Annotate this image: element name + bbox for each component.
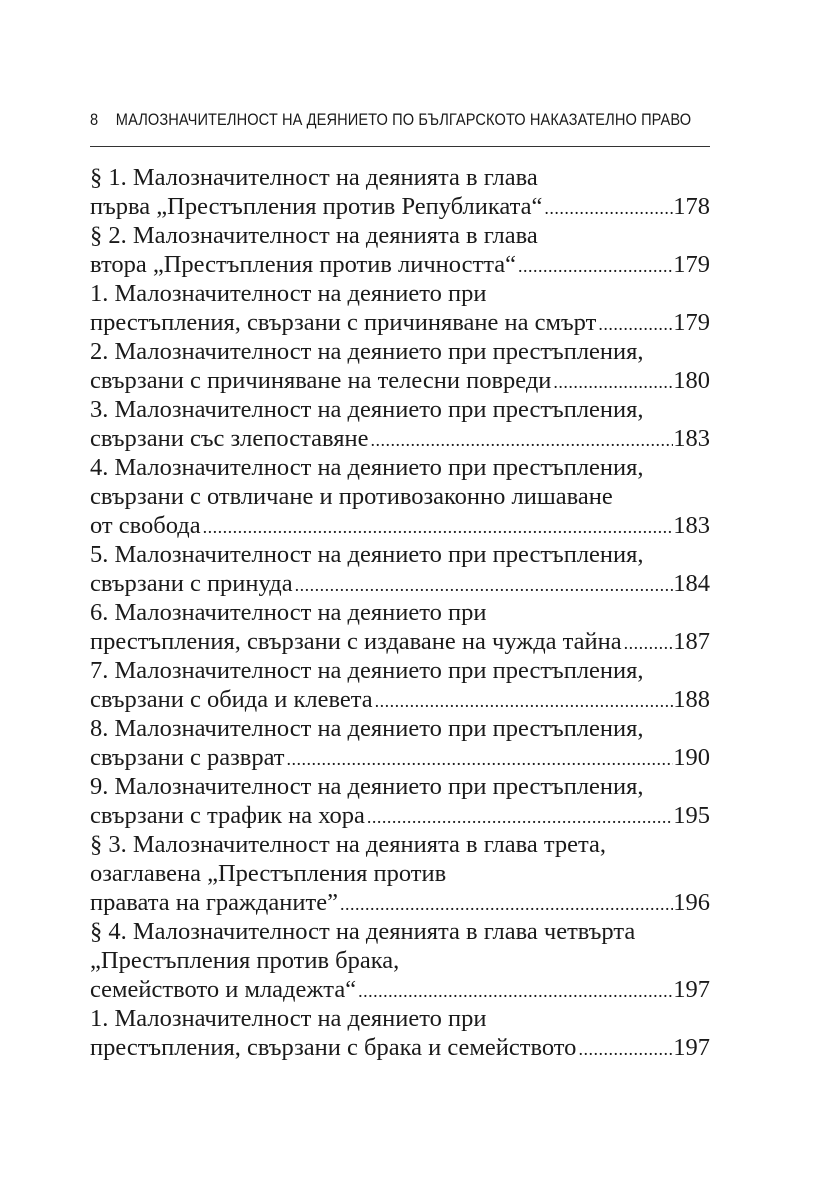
toc-entry	[90, 337, 710, 395]
toc-entry-title-end: свързани със злепоставяне	[90, 425, 369, 452]
toc-entry-final-line	[90, 308, 710, 337]
toc-entry	[90, 395, 710, 453]
toc-page-number: 180	[673, 367, 710, 394]
toc-entry-final-line	[90, 627, 710, 656]
toc-entry	[90, 656, 710, 714]
toc-entry-title-end: свързани с принуда	[90, 570, 293, 597]
toc-page-number: 179	[673, 251, 710, 278]
toc-entry-final-line	[90, 192, 710, 221]
toc-entry-final-line	[90, 975, 710, 1004]
dot-leader	[596, 310, 673, 339]
toc-entry-line: 6. Малозначителност на деянието при	[90, 599, 487, 626]
toc-entry-final-line	[90, 888, 710, 917]
toc-entry-title-end: семейството и младежта“	[90, 976, 357, 1003]
toc-page-number: 183	[673, 425, 710, 452]
dot-leader	[542, 194, 673, 223]
toc-entry-final-line	[90, 743, 710, 772]
toc-entry-final-line	[90, 250, 710, 279]
toc-entry-line: 2. Малозначителност на деянието при престъпления,	[90, 338, 644, 365]
toc-entry-line: „Престъпления против брака,	[90, 947, 400, 974]
toc-entry-title-end: престъпления, свързани с брака и семейството	[90, 1034, 577, 1061]
toc-entry-line: § 1. Малозначителност на деянията в глава	[90, 164, 538, 191]
toc-page-number: 187	[673, 628, 710, 655]
toc-entry	[90, 598, 710, 656]
toc-page-number: 179	[673, 309, 710, 336]
toc-entry-final-line	[90, 569, 710, 598]
running-title: МАЛОЗНАЧИТЕЛНОСТ НА ДЕЯНИЕТО ПО БЪЛГАРСКОТО НАКАЗАТЕЛНО ПРАВО	[115, 110, 692, 129]
dot-leader	[338, 890, 673, 919]
running-header	[90, 110, 692, 140]
toc-entry	[90, 714, 710, 772]
toc-entry-line: 1. Малозначителност на деянието при	[90, 1005, 487, 1032]
toc-entry-final-line	[90, 511, 710, 540]
toc-entry-title-end: свързани с трафик на хора	[90, 802, 365, 829]
dot-leader	[369, 426, 674, 455]
toc-entry-final-line	[90, 801, 710, 830]
table-of-contents	[90, 163, 710, 1062]
toc-entry-title-end: свързани с причиняване на телесни повреди	[90, 367, 552, 394]
toc-entry-final-line	[90, 424, 710, 453]
toc-entry-title-end: правата на гражданите”	[90, 889, 338, 916]
toc-page-number: 196	[673, 889, 710, 916]
toc-page-number: 183	[673, 512, 710, 539]
toc-entry	[90, 830, 710, 917]
toc-page-number: 197	[673, 1034, 710, 1061]
page-number: 8	[90, 110, 99, 129]
toc-entry	[90, 540, 710, 598]
toc-entry	[90, 453, 710, 540]
dot-leader	[373, 687, 674, 716]
dot-leader	[516, 252, 673, 281]
toc-entry	[90, 772, 710, 830]
toc-entry-title-end: престъпления, свързани с причиняване на смърт	[90, 309, 597, 336]
toc-entry-line: 8. Малозначителност на деянието при престъпления,	[90, 715, 644, 742]
toc-entry-line: 5. Малозначителност на деянието при престъпления,	[90, 541, 644, 568]
dot-leader	[293, 571, 674, 600]
toc-page-number: 197	[673, 976, 710, 1003]
dot-leader	[365, 803, 673, 832]
toc-entry-title-end: престъпления, свързани с издаване на чужда тайна	[90, 628, 622, 655]
toc-entry-line: § 2. Малозначителност на деянията в глава	[90, 222, 538, 249]
dot-leader	[201, 513, 674, 542]
toc-page-number: 178	[673, 193, 710, 220]
dot-leader	[356, 977, 673, 1006]
toc-entry	[90, 221, 710, 279]
toc-entry	[90, 279, 710, 337]
toc-page-number: 184	[673, 570, 710, 597]
toc-entry-line: 4. Малозначителност на деянието при престъпления,	[90, 454, 644, 481]
dot-leader	[551, 368, 673, 397]
toc-entry-title-end: от свобода	[90, 512, 201, 539]
toc-page-number: 190	[673, 744, 710, 771]
toc-entry-final-line	[90, 685, 710, 714]
toc-page-number: 188	[673, 686, 710, 713]
dot-leader	[576, 1035, 673, 1064]
toc-page-number: 195	[673, 802, 710, 829]
toc-entry-line: 9. Малозначителност на деянието при престъпления,	[90, 773, 644, 800]
toc-entry	[90, 917, 710, 1004]
toc-entry-line: озаглавена „Престъпления против	[90, 860, 447, 887]
toc-entry	[90, 1004, 710, 1062]
toc-entry-line: 3. Малозначителност на деянието при престъпления,	[90, 396, 644, 423]
toc-entry	[90, 163, 710, 221]
toc-entry-final-line	[90, 1033, 710, 1062]
dot-leader	[285, 745, 674, 774]
toc-entry-title-end: втора „Престъпления против личността“	[90, 251, 516, 278]
toc-entry-title-end: свързани с обида и клевета	[90, 686, 373, 713]
toc-entry-line: § 3. Малозначителност на деянията в глава трета,	[90, 831, 607, 858]
toc-entry-title-end: първа „Престъпления против Републиката“	[90, 193, 543, 220]
toc-entry-line: 1. Малозначителност на деянието при	[90, 280, 487, 307]
header-rule	[90, 146, 710, 147]
toc-entry-line: свързани с отвличане и противозаконно лишаване	[90, 483, 613, 510]
dot-leader	[622, 629, 674, 658]
toc-entry-line: 7. Малозначителност на деянието при престъпления,	[90, 657, 644, 684]
toc-entry-final-line	[90, 366, 710, 395]
toc-entry-line: § 4. Малозначителност на деянията в глава четвърта	[90, 918, 636, 945]
toc-entry-title-end: свързани с разврат	[90, 744, 285, 771]
